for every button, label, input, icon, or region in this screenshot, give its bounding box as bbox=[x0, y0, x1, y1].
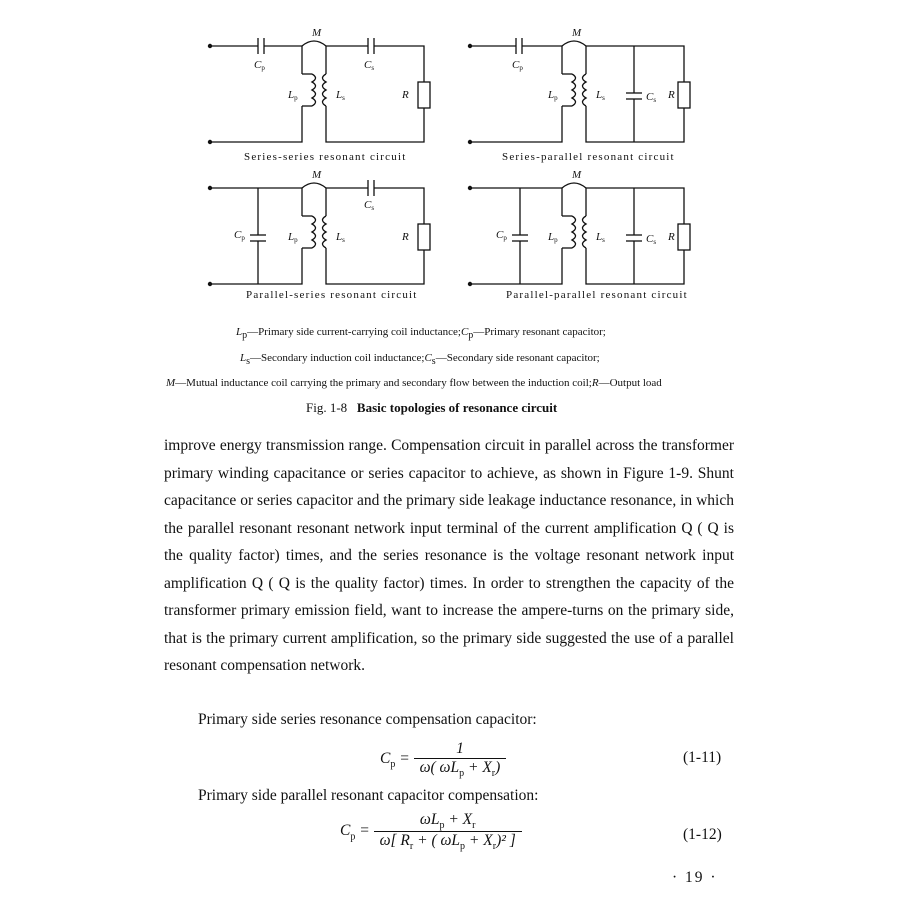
svg-text:Cp: Cp bbox=[512, 59, 523, 72]
svg-text:Cs: Cs bbox=[646, 91, 657, 104]
svg-text:M: M bbox=[572, 169, 582, 181]
circuit-parallel-series bbox=[208, 169, 430, 300]
svg-text:Cs: Cs bbox=[646, 233, 657, 246]
svg-text:R: R bbox=[402, 89, 409, 101]
equation-number-1-12: (1-12) bbox=[683, 826, 722, 843]
svg-text:Ls: Ls bbox=[336, 89, 345, 102]
circuit-parallel-parallel bbox=[468, 169, 690, 300]
equation-number-1-11: (1-11) bbox=[683, 749, 722, 766]
equation-1-12: $C_p$ = $\frac{\omega L_p + X_r}{\omega[ R_r + ( \omega L_p + X_r)^2 ]}$ bbox=[340, 811, 522, 852]
svg-text:Lp: Lp bbox=[288, 231, 298, 244]
svg-text:M: M bbox=[312, 169, 322, 181]
caption-series-parallel: Series-parallel resonant circuit bbox=[502, 151, 675, 163]
svg-text:Cp: Cp bbox=[254, 59, 265, 72]
lead-series-compensation: Primary side series resonance compensation capacitor: bbox=[198, 711, 537, 728]
legend-line-1: $L_p—Primary$ side current-carrying coil $inductance;C_p—Primary$ resonant capacitor; bbox=[236, 326, 606, 342]
caption-parallel-series: Parallel-series resonant circuit bbox=[246, 289, 418, 300]
circuit-series-series bbox=[208, 27, 430, 163]
svg-text:Lp: Lp bbox=[288, 89, 298, 102]
legend-line-2: $L_s—Secondary$ induction coil $inductance;C_s—Secondary$ side resonant capacitor; bbox=[240, 352, 600, 368]
equation-1-11: $C_p$ = $\frac{1}{\omega( \omega L_p + X_r)}$ bbox=[380, 740, 506, 779]
circuit-series-parallel bbox=[468, 27, 690, 163]
mutual-label: M bbox=[312, 27, 322, 39]
svg-text:Ls: Ls bbox=[336, 231, 345, 244]
svg-text:M: M bbox=[572, 27, 582, 39]
svg-text:R: R bbox=[668, 231, 675, 243]
legend-line-3: M—Mutual inductance coil carrying the primary and secondary flow between the induction coil;R—Output load bbox=[166, 377, 662, 389]
resonant-topologies-figure bbox=[0, 0, 900, 300]
lead-parallel-compensation: Primary side parallel resonant capacitor compensation: bbox=[198, 787, 539, 804]
caption-parallel-parallel: Parallel-parallel resonant circuit bbox=[506, 289, 688, 300]
figure-caption: Fig. 1-8 Basic topologies of resonance circuit bbox=[306, 400, 558, 415]
svg-text:Cp: Cp bbox=[234, 229, 245, 242]
svg-text:Cs: Cs bbox=[364, 59, 375, 72]
svg-text:R: R bbox=[402, 231, 409, 243]
svg-text:Cp: Cp bbox=[496, 229, 507, 242]
svg-text:R: R bbox=[668, 89, 675, 101]
svg-text:Ls: Ls bbox=[596, 89, 605, 102]
svg-text:Lp: Lp bbox=[548, 89, 558, 102]
svg-text:Lp: Lp bbox=[548, 231, 558, 244]
caption-series-series: Series-series resonant circuit bbox=[244, 151, 407, 163]
page-number: · 19 · bbox=[672, 869, 718, 886]
svg-text:Cs: Cs bbox=[364, 199, 375, 212]
body-paragraph: improve energy transmission range. Compensation circuit in parallel across the transformer primary winding capacitance or series capacitor to achieve, as shown in Figure 1-9. Shunt capacitance or series capacitor and the primary side leakage inductance resonance, in which the parallel resonant resonant network input terminal of the current amplification Q ( Q is the quality factor) times, and the series resonance is the voltage resonant network input amplification Q ( Q is the quality factor) times. In order to strengthen the capacity of the transformer primary emission field, want to increase the ampere-turns on the primary side, that is the primary current amplification, so the primary side suggested the use of a parallel resonant compensation network. bbox=[164, 437, 734, 674]
svg-text:Ls: Ls bbox=[596, 231, 605, 244]
